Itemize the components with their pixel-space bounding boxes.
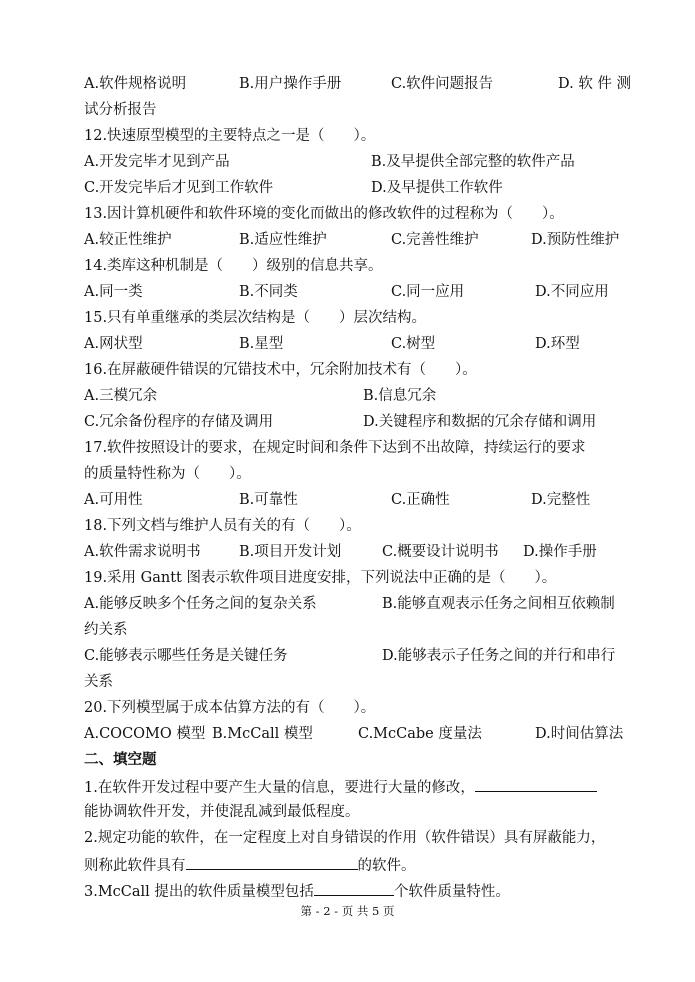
q19-option-a: A.能够反映多个任务之间的复杂关系: [84, 596, 317, 612]
q17-option-a: A.可用性: [84, 492, 143, 508]
fill3-text-part2: 个软件质量特性。: [393, 884, 510, 900]
fill1-text-part2: 能协调软件开发，并使混乱减到最低程度。: [84, 804, 360, 820]
q16-option-b: B.信息冗余: [363, 388, 437, 404]
q19-option-b-continued: 约关系: [84, 622, 128, 638]
q12-option-a: A.开发完毕才见到产品: [84, 154, 230, 170]
fill2-text-part1: 2.规定功能的软件，在一定程度上对自身错误的作用（软件错误）具有屏蔽能力，: [84, 830, 606, 846]
q19-stem: 19.采用 Gantt 图表示软件项目进度安排，下列说法中正确的是（ ）。: [84, 570, 557, 586]
q12-option-b: B.及早提供全部完整的软件产品: [371, 154, 575, 170]
q11-option-c: C.软件问题报告: [391, 76, 494, 92]
fill2-text-part2a: 则称此软件具有: [84, 858, 186, 874]
fill1-line1: [84, 776, 597, 796]
q18-option-b: B.项目开发计划: [239, 544, 342, 560]
q11-option-a: A.软件规格说明: [84, 76, 187, 92]
q14-option-d: D.不同应用: [535, 284, 609, 300]
q17-stem-line2: 的质量特性称为（ ）。: [84, 466, 251, 482]
q16-option-c: C.冗余备份程序的存储及调用: [84, 414, 274, 430]
fill1-blank[interactable]: [475, 776, 597, 792]
q20-stem: 20.下列模型属于成本估算方法的有（ ）。: [84, 700, 376, 716]
fill2-blank[interactable]: [186, 854, 358, 870]
fill2-line2: [84, 854, 416, 874]
q20-option-a: A.COCOMO 模型: [84, 726, 206, 742]
fill1-text-part1: 1.在软件开发过程中要产生大量的信息，要进行大量的修改，: [84, 780, 475, 796]
q13-option-d: D.预防性维护: [531, 232, 620, 248]
q16-option-d: D.关键程序和数据的冗余存储和调用: [363, 414, 597, 430]
q19-option-d-continued: 关系: [84, 674, 113, 690]
q17-option-d: D.完整性: [531, 492, 591, 508]
fill3-text-part1: 3.McCall 提出的软件质量模型包括: [84, 884, 314, 900]
q17-stem-line1: 17.软件按照设计的要求，在规定时间和条件下达到不出故障，持续运行的要求: [84, 440, 586, 456]
q12-stem: 12.快速原型模型的主要特点之一是（ ）。: [84, 128, 376, 144]
q14-option-c: C.同一应用: [391, 284, 465, 300]
page-footer: 第 - 2 - 页 共 5 页: [300, 904, 395, 918]
q16-option-a: A.三模冗余: [84, 388, 158, 404]
q14-option-b: B.不同类: [239, 284, 298, 300]
q16-stem: 16.在屏蔽硬件错误的冗错技术中，冗余附加技术有（ ）。: [84, 362, 477, 378]
q14-option-a: A.同一类: [84, 284, 143, 300]
q13-option-b: B.适应性维护: [239, 232, 327, 248]
q17-option-c: C.正确性: [391, 492, 450, 508]
q15-option-a: A.网状型: [84, 336, 143, 352]
q14-stem: 14.类库这种机制是（ ）级别的信息共享。: [84, 258, 383, 274]
fill3-blank[interactable]: [314, 880, 394, 896]
q18-option-a: A.软件需求说明书: [84, 544, 201, 560]
q15-option-c: C.树型: [391, 336, 436, 352]
q11-option-b: B.用户操作手册: [239, 76, 342, 92]
q12-option-c: C.开发完毕后才见到工作软件: [84, 180, 274, 196]
q11-option-d: D. 软 件 测: [558, 76, 632, 92]
section-heading-fill-blank: 二、填空题: [84, 752, 157, 768]
q18-option-c: C.概要设计说明书: [382, 544, 499, 560]
fill3-line: [84, 880, 510, 900]
q19-option-b: B.能够直观表示任务之间相互依赖制: [382, 596, 615, 612]
q18-stem: 18.下列文档与维护人员有关的有（ ）。: [84, 518, 361, 534]
q20-option-c: C.McCabe 度量法: [358, 726, 482, 742]
q15-option-d: D.环型: [535, 336, 580, 352]
q13-option-a: A.较正性维护: [84, 232, 172, 248]
q12-option-d: D.及早提供工作软件: [371, 180, 503, 196]
fill2-text-part2b: 的软件。: [357, 858, 416, 874]
q19-option-d: D.能够表示子任务之间的并行和串行: [382, 648, 616, 664]
q13-option-c: C.完善性维护: [391, 232, 479, 248]
q20-option-d: D.时间估算法: [535, 726, 624, 742]
q13-stem: 13.因计算机硬件和软件环境的变化而做出的修改软件的过程称为（ ）。: [84, 206, 564, 222]
q18-option-d: D.操作手册: [523, 544, 597, 560]
q20-option-b: B.McCall 模型: [212, 726, 313, 742]
q19-option-c: C.能够表示哪些任务是关键任务: [84, 648, 288, 664]
q17-option-b: B.可靠性: [239, 492, 298, 508]
q11-option-d-continued: 试分析报告: [84, 102, 157, 118]
q15-option-b: B.星型: [239, 336, 284, 352]
q15-stem: 15.只有单重继承的类层次结构是（ ）层次结构。: [84, 310, 427, 326]
